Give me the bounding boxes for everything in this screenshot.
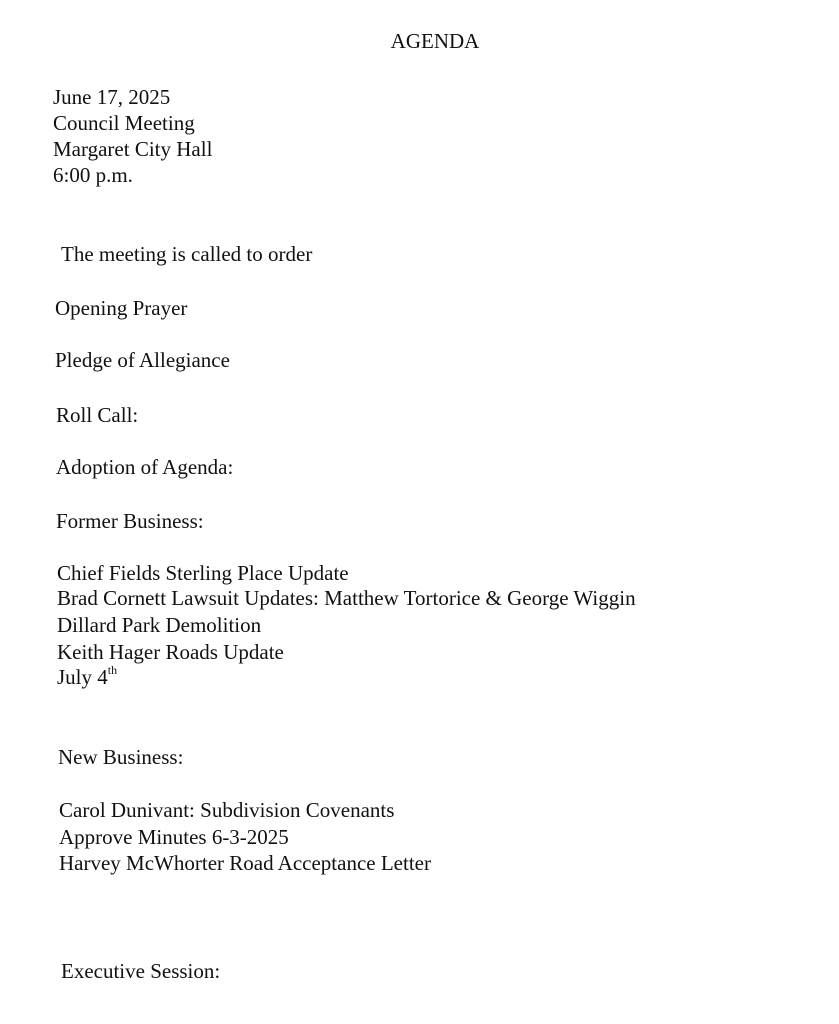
- former-business-item: Keith Hager Roads Update: [57, 640, 284, 664]
- former-business-item-july: [57, 664, 117, 690]
- section-former-business: Former Business:: [56, 509, 204, 533]
- meeting-date: June 17, 2025: [53, 85, 171, 109]
- meeting-time: 6:00 p.m.: [53, 163, 133, 187]
- agenda-item-roll-call: Roll Call:: [56, 403, 139, 427]
- new-business-item: Approve Minutes 6-3-2025: [59, 825, 289, 849]
- page-title: AGENDA: [390, 29, 480, 53]
- former-business-item: Chief Fields Sterling Place Update: [57, 561, 349, 585]
- meeting-type: Council Meeting: [53, 111, 195, 135]
- agenda-item-pledge: Pledge of Allegiance: [55, 348, 230, 372]
- july-item-text: July 4: [57, 665, 108, 689]
- agenda-item-opening-prayer: Opening Prayer: [55, 296, 188, 320]
- former-business-item: Brad Cornett Lawsuit Updates: Matthew Tortorice & George Wiggin: [57, 586, 636, 610]
- agenda-item-call-to-order: The meeting is called to order: [61, 242, 313, 266]
- july-item-superscript: th: [107, 663, 118, 677]
- new-business-item: Harvey McWhorter Road Acceptance Letter: [59, 851, 431, 875]
- new-business-item: Carol Dunivant: Subdivision Covenants: [59, 798, 395, 822]
- section-new-business: New Business:: [58, 745, 184, 769]
- agenda-item-adoption: Adoption of Agenda:: [56, 455, 234, 479]
- meeting-location: Margaret City Hall: [53, 137, 213, 161]
- section-executive-session: Executive Session:: [61, 959, 221, 983]
- former-business-item: Dillard Park Demolition: [57, 613, 262, 637]
